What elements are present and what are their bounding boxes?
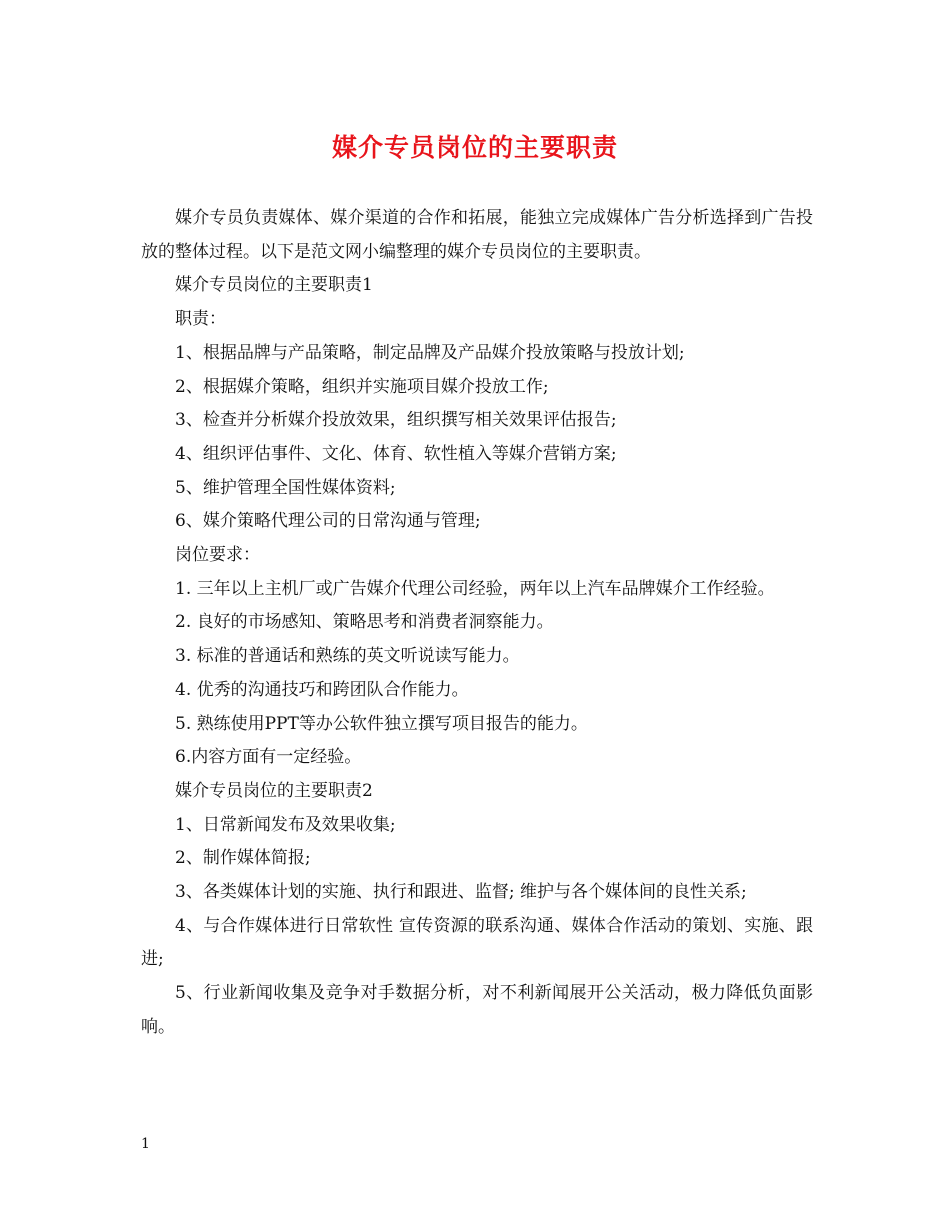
requirement-item-1: 1. 三年以上主机厂或广告媒介代理公司经验，两年以上汽车品牌媒介工作经验。 bbox=[175, 578, 775, 599]
duty-item-3: 3、检查并分析媒介投放效果，组织撰写相关效果评估报告; bbox=[175, 410, 617, 431]
requirement-item-5: 5. 熟练使用PPT等办公软件独立撰写项目报告的能力。 bbox=[175, 713, 588, 734]
duty2-item-1: 1、日常新闻发布及效果收集; bbox=[175, 814, 396, 835]
duties-label: 职责： bbox=[175, 309, 226, 330]
duty-item-6: 6、媒介策略代理公司的日常沟通与管理; bbox=[175, 511, 481, 532]
duty2-item-2: 2、制作媒体简报; bbox=[175, 848, 311, 869]
requirement-item-2: 2. 良好的市场感知、策略思考和消费者洞察能力。 bbox=[175, 612, 554, 633]
duty-item-2: 2、根据媒介策略，组织并实施项目媒介投放工作; bbox=[175, 376, 549, 397]
requirement-item-3: 3. 标准的普通话和熟练的英文听说读写能力。 bbox=[175, 646, 520, 667]
duty-item-4: 4、组织评估事件、文化、体育、软性植入等媒介营销方案; bbox=[175, 443, 617, 464]
duty2-item-5: 5、行业新闻收集及竞争对手数据分析，对不利新闻展开公关活动，极力降低负面影响。 bbox=[141, 983, 813, 1037]
duty-item-1: 1、根据品牌与产品策略，制定品牌及产品媒介投放策略与投放计划; bbox=[175, 342, 685, 363]
requirements-label: 岗位要求： bbox=[175, 545, 260, 566]
page-number: 1 bbox=[141, 1136, 150, 1152]
duty-item-5: 5、维护管理全国性媒体资料; bbox=[175, 477, 396, 498]
duty2-item-4: 4、与合作媒体进行日常软性 宣传资源的联系沟通、媒体合作活动的策划、实施、跟进; bbox=[141, 915, 813, 970]
section-heading-2: 媒介专员岗位的主要职责2 bbox=[175, 780, 373, 801]
intro-paragraph: 媒介专员负责媒体、媒介渠道的合作和拓展，能独立完成媒体广告分析选择到广告投放的整体过程。以下是范文网小编整理的媒介专员岗位的主要职责。 bbox=[141, 208, 813, 262]
duty2-item-3: 3、各类媒体计划的实施、执行和跟进、监督; 维护与各个媒体间的良性关系; bbox=[175, 882, 747, 903]
section-heading-1: 媒介专员岗位的主要职责1 bbox=[175, 275, 373, 296]
requirement-item-6: 6.内容方面有一定经验。 bbox=[175, 747, 362, 768]
requirement-item-4: 4. 优秀的沟通技巧和跨团队合作能力。 bbox=[175, 679, 469, 700]
document-body bbox=[141, 202, 813, 1045]
document-title: 媒介专员岗位的主要职责 bbox=[331, 133, 618, 162]
